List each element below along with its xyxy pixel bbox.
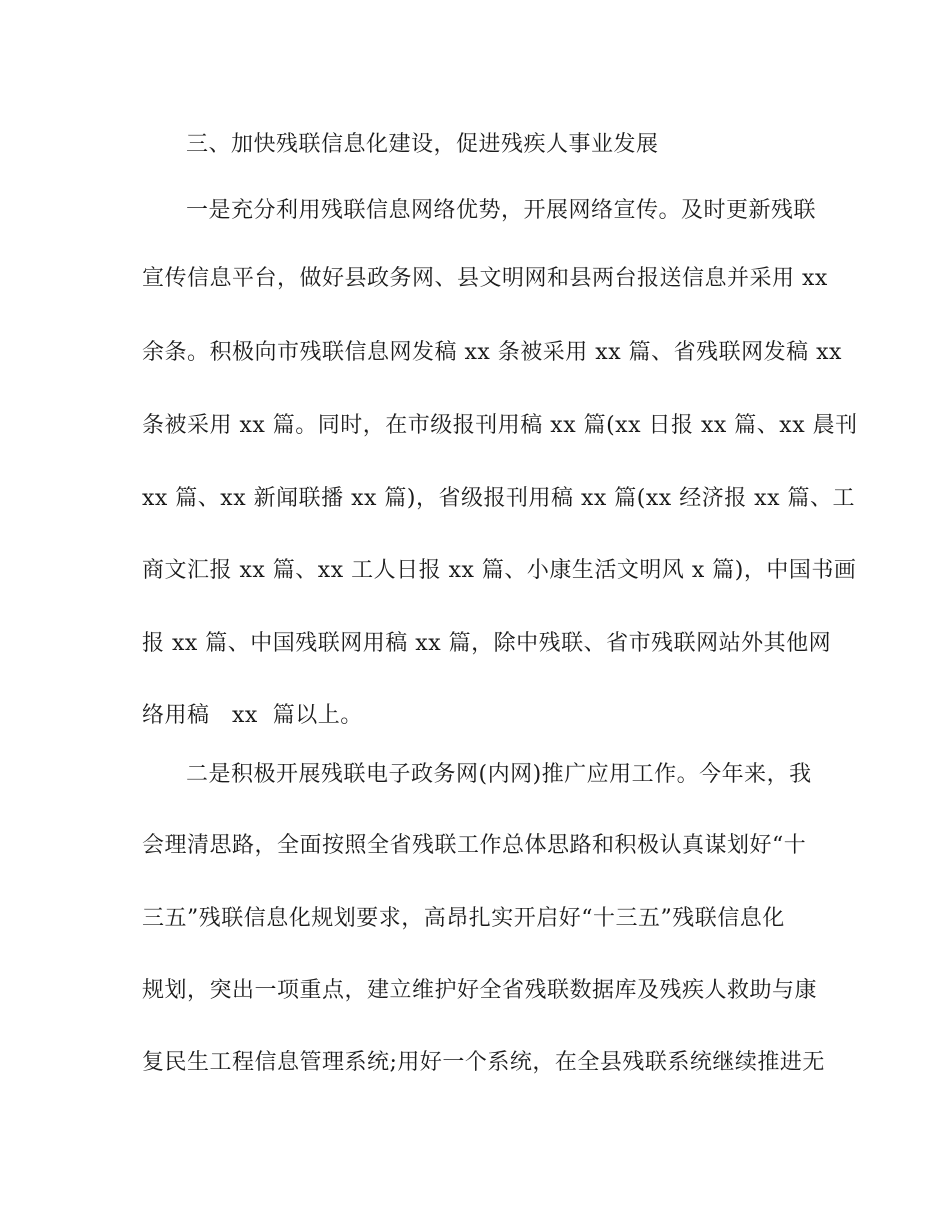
paragraph-line: 余条。积极向市残联信息网发稿 xx 条被采用 xx 篇、省残联网发稿 xx [142,340,842,365]
paragraph-line: 复民生工程信息管理系统;用好一个系统，在全县残联系统继续推进无 [142,1050,825,1075]
paragraph-line: 会理清思路，全面按照全省残联工作总体思路和积极认真谋划好“十 [142,833,807,858]
paragraph-line: 一是充分利用残联信息网络优势，开展网络宣传。及时更新残联 [186,198,817,223]
section-heading: 三、加快残联信息化建设，促进残疾人事业发展 [186,132,659,157]
paragraph-line: 条被采用 xx 篇。同时，在市级报刊用稿 xx 篇(xx 日报 xx 篇、xx 晨刊 [142,413,858,438]
paragraph-line: 规划，突出一项重点，建立维护好全省残联数据库及残疾人救助与康 [142,978,818,1003]
paragraph-line: 商文汇报 xx 篇、xx 工人日报 xx 篇、小康生活文明风 x 篇)，中国书画 [142,558,857,583]
paragraph-line: 报 xx 篇、中国残联网用稿 xx 篇，除中残联、省市残联网站外其他网 [142,631,832,656]
paragraph-line: 三五”残联信息化规划要求，高昂扎实开启好“十三五”残联信息化 [142,906,785,931]
paragraph-line: 络用稿 xx 篇以上。 [142,703,363,728]
paragraph-line: 二是积极开展残联电子政务网(内网)推广应用工作。今年来，我 [186,762,812,787]
paragraph-line: 宣传信息平台，做好县政务网、县文明网和县两台报送信息并采用 xx [142,266,828,291]
paragraph-line: xx 篇、xx 新闻联播 xx 篇)，省级报刊用稿 xx 篇(xx 经济报 xx 篇、工 [142,486,855,511]
